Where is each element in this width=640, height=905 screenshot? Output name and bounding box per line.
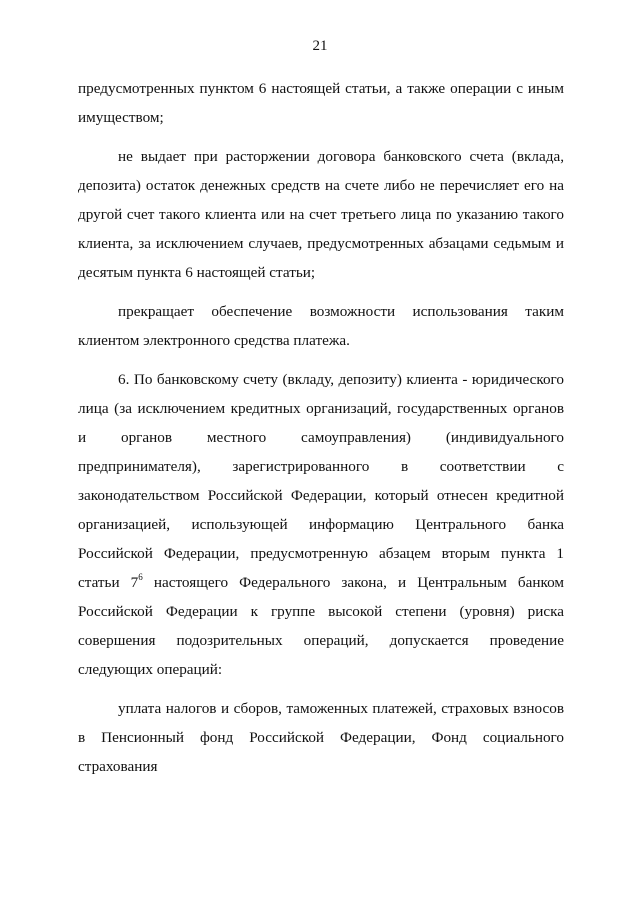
article-superscript: 6 [138, 571, 143, 582]
document-body [78, 74, 564, 791]
paragraph-electronic-payment: прекращает обеспечение возможности использования таким клиентом электронного средства платежа. [78, 303, 564, 349]
paragraph-continuation: предусмотренных пунктом 6 настоящей статьи, а также операции с иным имуществом; [78, 80, 564, 126]
paragraph-tax-payments: уплата налогов и сборов, таможенных платежей, страховых взносов в Пенсионный фонд Российской Федерации, Фонд социального страхования [78, 700, 564, 775]
paragraph-account-closure: не выдает при расторжении договора банковского счета (вклада, депозита) остаток денежных средств на счете либо не перечисляет его на другой счет такого клиента или на счет третьего лица по указанию такого клиента, за исключением случаев, предусмотренных абзацами седьмым и десятым пункта 6 настоящей статьи; [78, 148, 564, 281]
item-6-text-rest: настоящего Федерального закона, и Центральным банком Российской Федерации к группе высокой степени (уровня) риска совершения подозрительных операций, допускается проведение следующих операций: [78, 574, 565, 678]
item-6-text-main: 6. По банковскому счету (вкладу, депозиту) клиента - юридического лица (за исключением кредитных организаций, государственных органов и органов местного самоуправления) (индивидуального предпринимателя), зарегистрированного в соответствии с законодательством Российской Федерации, который отнесен кредитной организацией, использующей информацию Центрального банка Российской Федерации, предусмотренную абзацем вторым пункта 1 статьи 7 [78, 371, 564, 591]
page-number: 21 [312, 38, 328, 54]
paragraph-item-6 [78, 365, 564, 684]
